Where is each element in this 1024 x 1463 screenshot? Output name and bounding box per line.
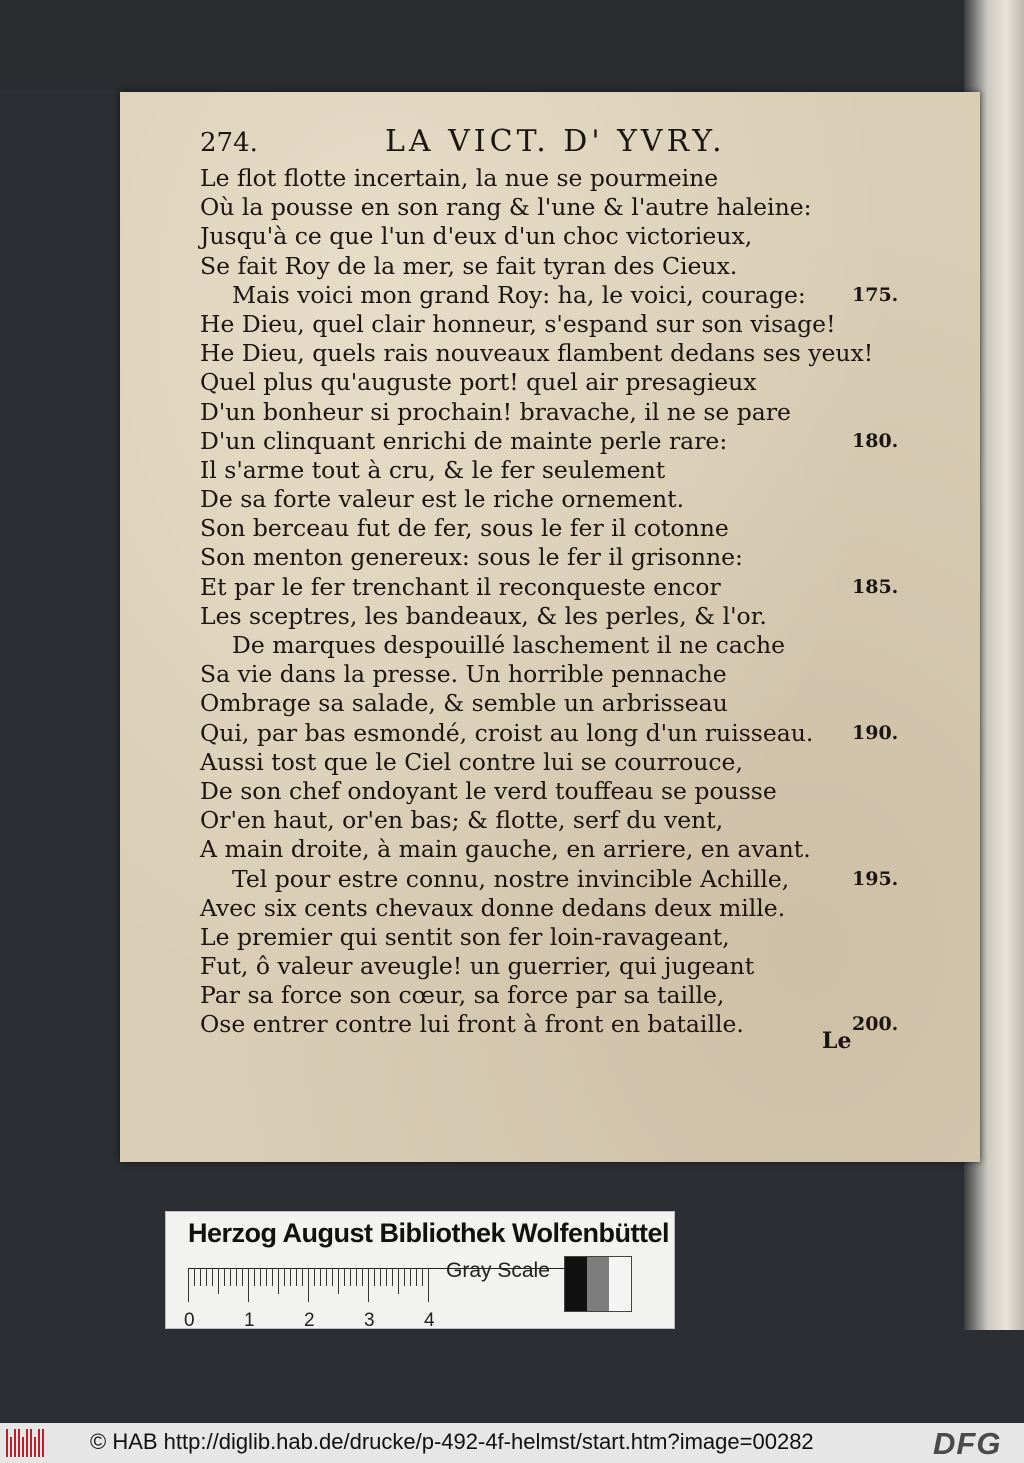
- verse-line: [200, 252, 900, 281]
- ruler-label: 1: [244, 1310, 255, 1331]
- verse-line: [200, 806, 900, 835]
- verse-text: De sa forte valeur est le riche ornement.: [200, 485, 685, 514]
- line-number: 180.: [852, 429, 899, 452]
- barcode-bar: [30, 1429, 32, 1457]
- ruler-tick: [392, 1268, 393, 1286]
- ruler-tick: [302, 1268, 303, 1286]
- ruler-tick: [266, 1268, 267, 1286]
- verse-text: Jusqu'à ce que l'un d'eux d'un choc victorieux,: [200, 222, 753, 251]
- verse-text: Sa vie dans la presse. Un horrible pennache: [200, 660, 727, 689]
- ruler-tick: [416, 1268, 417, 1286]
- ruler-tick: [242, 1268, 243, 1286]
- verse-text: Le flot flotte incertain, la nue se pourmeine: [200, 164, 719, 192]
- ruler-tick: [230, 1268, 231, 1286]
- verse-line: [200, 193, 900, 222]
- verse-text: D'un bonheur si prochain! bravache, il ne se pare: [200, 397, 791, 426]
- verse-text: A main droite, à main gauche, en arriere, en avant.: [200, 835, 811, 864]
- footer-link[interactable]: © HAB http://diglib.hab.de/drucke/p-492-4f-helmst/start.htm?image=00282: [90, 1429, 814, 1454]
- verse-text: Son menton genereux: sous le fer il grisonne:: [200, 543, 743, 572]
- verse-text: Tel pour estre connu, nostre invincible Achille,: [232, 864, 790, 893]
- verse-text: Les sceptres, les bandeaux, & les perles, & l'or.: [200, 601, 767, 630]
- verse-text: Et par le fer trenchant il reconqueste encor: [200, 572, 721, 601]
- line-number: 200.: [852, 1013, 899, 1036]
- gray-swatch: [609, 1257, 631, 1311]
- verse-line: [200, 222, 900, 251]
- ruler-tick: [368, 1268, 369, 1302]
- ruler-tick: [260, 1268, 261, 1286]
- verse-text: Par sa force son cœur, sa force par sa taille,: [200, 981, 725, 1010]
- poem-text: [200, 164, 900, 1040]
- barcode-bar: [22, 1437, 24, 1457]
- ruler-label: 2: [304, 1310, 315, 1331]
- verse-text: Ose entrer contre lui front à front en bataille.: [200, 1010, 744, 1039]
- ruler-tick: [314, 1268, 315, 1286]
- line-number: 175.: [852, 283, 899, 306]
- ruler-tick: [224, 1268, 225, 1286]
- verse-line: [200, 164, 900, 193]
- gray-swatches: [564, 1256, 632, 1312]
- ruler-tick: [380, 1268, 381, 1286]
- ruler-label: 4: [424, 1310, 435, 1331]
- ruler-tick: [332, 1268, 333, 1286]
- verse-line: [200, 689, 900, 718]
- verse-text: Mais voici mon grand Roy: ha, le voici, courage:: [232, 280, 806, 309]
- verse-text: He Dieu, quels rais nouveaux flambent dedans ses yeux!: [200, 339, 874, 368]
- line-number: 185.: [852, 575, 899, 598]
- verse-line: [200, 631, 900, 660]
- ruler-tick: [338, 1268, 339, 1294]
- page-number: 274.: [200, 128, 258, 158]
- ruler-tick: [254, 1268, 255, 1286]
- verse-line: [200, 777, 900, 806]
- ruler-tick: [356, 1268, 357, 1286]
- verse-text: Qui, par bas esmondé, croist au long d'un ruisseau.: [200, 718, 814, 747]
- line-number: 190.: [852, 721, 899, 744]
- page-header: [200, 124, 900, 168]
- ruler-tick: [248, 1268, 249, 1302]
- verse-line: [200, 981, 900, 1010]
- ruler-tick: [284, 1268, 285, 1286]
- ruler-label: 0: [184, 1310, 195, 1331]
- ruler-tick: [188, 1268, 189, 1302]
- verse-line: [200, 427, 900, 456]
- verse-text: Son berceau fut de fer, sous le fer il cotonne: [200, 514, 729, 543]
- verse-line: [200, 719, 900, 748]
- verse-line: [200, 660, 900, 689]
- verse-text: De son chef ondoyant le verd touffeau se pousse: [200, 776, 777, 805]
- verse-line: [200, 923, 900, 952]
- line-number: 195.: [852, 867, 899, 890]
- dfg-logo: DFG: [933, 1426, 1002, 1461]
- gray-swatch: [565, 1257, 587, 1311]
- gray-scale-label: Gray Scale: [446, 1259, 550, 1282]
- barcode-bar: [26, 1429, 28, 1457]
- verse-line: [200, 339, 900, 368]
- ruler-tick: [362, 1268, 363, 1286]
- verse-text: Où la pousse en son rang & l'une & l'autre haleine:: [200, 193, 812, 222]
- barcode-bar: [34, 1437, 36, 1457]
- verse-text: Le premier qui sentit son fer loin-ravageant,: [200, 922, 730, 951]
- verse-text: Il s'arme tout à cru, & le fer seulement: [200, 455, 666, 484]
- ruler-tick: [278, 1268, 279, 1294]
- library-name: Herzog August Bibliothek Wolfenbüttel: [188, 1218, 669, 1248]
- verse-line: [200, 865, 900, 894]
- ruler-tick: [212, 1268, 213, 1286]
- verse-line: [200, 456, 900, 485]
- verse-text: He Dieu, quel clair honneur, s'espand sur son visage!: [200, 309, 836, 338]
- ruler-tick: [404, 1268, 405, 1286]
- ruler-tick: [194, 1268, 195, 1286]
- verse-line: [200, 368, 900, 397]
- footer-bar: [0, 1423, 1024, 1463]
- verse-line: [200, 514, 900, 543]
- verse-text: De marques despouillé laschement il ne cache: [232, 631, 786, 659]
- verse-line: [200, 543, 900, 572]
- verse-line: [200, 573, 900, 602]
- ruler-tick: [344, 1268, 345, 1286]
- color-scale-card: [165, 1211, 675, 1329]
- verse-text: Fut, ô valeur aveugle! un guerrier, qui jugeant: [200, 952, 755, 981]
- ruler-tick: [350, 1268, 351, 1286]
- verse-line: [200, 894, 900, 923]
- ruler-tick: [422, 1268, 423, 1286]
- ruler-tick: [290, 1268, 291, 1286]
- verse-line: [200, 310, 900, 339]
- ruler-tick: [296, 1268, 297, 1286]
- verse-text: Or'en haut, or'en bas; & flotte, serf du vent,: [200, 806, 724, 835]
- verse-text: Quel plus qu'auguste port! quel air presagieux: [200, 368, 757, 397]
- scanner-background: [0, 0, 1024, 90]
- verse-line: [200, 485, 900, 514]
- ruler-tick: [200, 1268, 201, 1286]
- ruler-tick: [218, 1268, 219, 1294]
- ruler-tick: [206, 1268, 207, 1286]
- catchword: Le: [822, 1028, 852, 1054]
- ruler-tick: [410, 1268, 411, 1286]
- ruler-tick: [308, 1268, 309, 1302]
- barcode-bar: [42, 1429, 44, 1457]
- verse-line: [200, 602, 900, 631]
- ruler-tick: [326, 1268, 327, 1286]
- gray-swatch: [587, 1257, 609, 1311]
- ruler-tick: [320, 1268, 321, 1286]
- verse-line: [200, 281, 900, 310]
- hab-barcode-logo: [6, 1429, 48, 1457]
- running-head: LA VICT. D' YVRY.: [385, 124, 726, 159]
- verse-line: [200, 398, 900, 427]
- verse-line: [200, 1010, 900, 1039]
- verse-line: [200, 952, 900, 981]
- verse-line: [200, 835, 900, 864]
- barcode-bar: [38, 1429, 40, 1457]
- verse-line: [200, 748, 900, 777]
- ruler-tick: [236, 1268, 237, 1286]
- ruler-tick: [398, 1268, 399, 1294]
- verse-text: Ombrage sa salade, & semble un arbrisseau: [200, 689, 728, 718]
- ruler-tick: [374, 1268, 375, 1286]
- ruler-tick: [272, 1268, 273, 1286]
- verse-text: Avec six cents chevaux donne dedans deux mille.: [200, 893, 786, 922]
- ruler-label: 3: [364, 1310, 375, 1331]
- verse-text: Aussi tost que le Ciel contre lui se courrouce,: [200, 747, 743, 776]
- barcode-bar: [10, 1437, 12, 1457]
- verse-text: Se fait Roy de la mer, se fait tyran des Cieux.: [200, 251, 738, 280]
- ruler-tick: [428, 1268, 429, 1302]
- verse-text: D'un clinquant enrichi de mainte perle rare:: [200, 426, 728, 455]
- barcode-bar: [18, 1429, 20, 1457]
- ruler-tick: [386, 1268, 387, 1286]
- barcode-bar: [6, 1429, 8, 1457]
- barcode-bar: [14, 1429, 16, 1457]
